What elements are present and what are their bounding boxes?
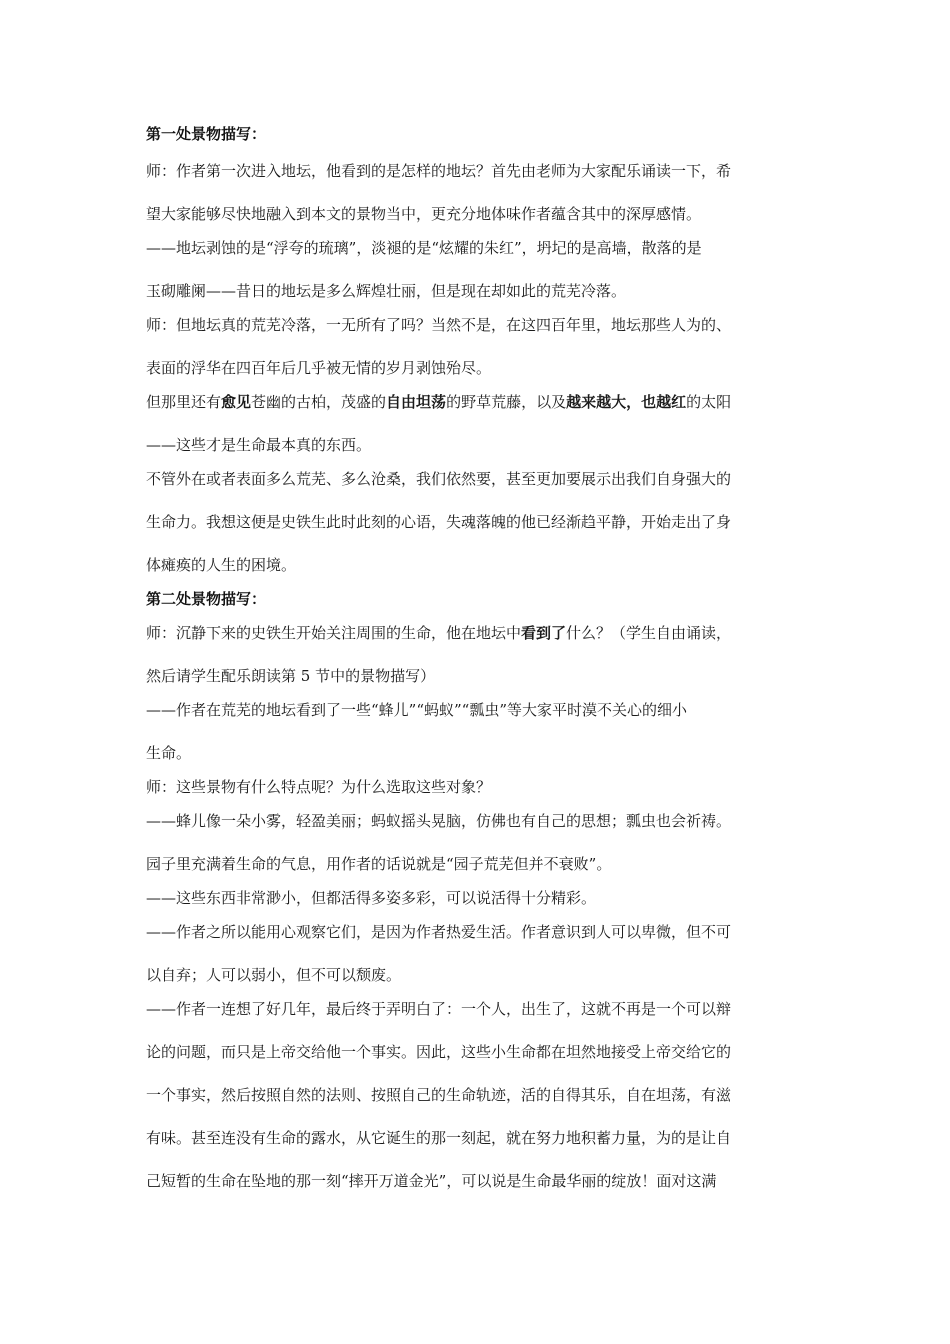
paragraph-line: 师：但地坛真的荒芜冷落，一无所有了吗？当然不是，在这四百年里，地坛那些人为的、 xyxy=(146,316,732,334)
paragraph-line-emphasis xyxy=(146,392,806,412)
text-run: 的太阳 xyxy=(686,393,732,411)
paragraph-line: 生命。 xyxy=(146,744,192,762)
paragraph-line: 体瘫痪的人生的困境。 xyxy=(146,556,297,574)
bold-run: 愈见 xyxy=(221,393,252,411)
text-run: 师：沉静下来的史铁生开始关注周围的生命，他在地坛中 xyxy=(146,624,522,642)
paragraph-line: 园子里充满着生命的气息，用作者的话说就是“园子荒芜但并不衰败”。 xyxy=(146,855,612,873)
bold-run: 看到了 xyxy=(521,624,567,642)
paragraph-line: 玉砌雕阑——昔日的地坛是多么辉煌壮丽，但是现在却如此的荒芜冷落。 xyxy=(146,282,627,300)
paragraph-line: 生命力。我想这便是史铁生此时此刻的心语，失魂落魄的他已经渐趋平静，开始走出了身 xyxy=(146,513,732,531)
text-run: 苍幽的古柏，茂盛的 xyxy=(251,393,387,411)
document-page xyxy=(146,124,806,1191)
paragraph-line: 一个事实，然后按照自然的法则、按照自己的生命轨迹，活的自得其乐，自在坦荡，有滋 xyxy=(146,1086,732,1104)
paragraph-line: 不管外在或者表面多么荒芜、多么沧桑，我们依然要，甚至更加要展示出我们自身强大的 xyxy=(146,470,732,488)
paragraph-line: ——蜂儿像一朵小雾，轻盈美丽；蚂蚁摇头晃脑，仿佛也有自己的思想；瓢虫也会祈祷。 xyxy=(146,812,732,830)
text-run: 的野草荒藤，以及 xyxy=(446,393,567,411)
paragraph-line: 己短暂的生命在坠地的那一刻“摔开万道金光”，可以说是生命最华丽的绽放！面对这满 xyxy=(146,1172,717,1190)
bold-run: 自由坦荡 xyxy=(386,393,447,411)
paragraph-line: ——这些东西非常渺小，但都活得多姿多彩，可以说活得十分精彩。 xyxy=(146,889,597,907)
paragraph-line: 论的问题，而只是上帝交给他一个事实。因此，这些小生命都在坦然地接受上帝交给它的 xyxy=(146,1043,732,1061)
paragraph-line: ——作者在荒芜的地坛看到了一些“蜂儿”“蚂蚁”“瓢虫”等大家平时漠不关心的细小 xyxy=(146,701,688,719)
paragraph-line: 有味。甚至连没有生命的露水，从它诞生的那一刻起，就在努力地积蓄力量，为的是让自 xyxy=(146,1129,732,1147)
paragraph-line: 师：作者第一次进入地坛，他看到的是怎样的地坛？首先由老师为大家配乐诵读一下，希 xyxy=(146,162,732,180)
text-run: 但那里还有 xyxy=(146,393,222,411)
text-run: 什么？（学生自由诵读， xyxy=(566,624,732,642)
paragraph-line: ——地坛剥蚀的是“浮夸的琉璃”，淡褪的是“炫耀的朱红”，坍圮的是高墙，散落的是 xyxy=(146,239,702,257)
paragraph-line: 望大家能够尽快地融入到本文的景物当中，更充分地体味作者蕴含其中的深厚感情。 xyxy=(146,205,702,223)
paragraph-line: 表面的浮华在四百年后几乎被无情的岁月剥蚀殆尽。 xyxy=(146,359,492,377)
paragraph-line: ——作者之所以能用心观察它们，是因为作者热爱生活。作者意识到人可以卑微，但不可 xyxy=(146,923,732,941)
bold-run: 越来越大，也越红 xyxy=(566,393,687,411)
paragraph-line-emphasis xyxy=(146,623,806,643)
paragraph-line: 师：这些景物有什么特点呢？为什么选取这些对象？ xyxy=(146,778,492,796)
paragraph-line: 然后请学生配乐朗读第 5 节中的景物描写） xyxy=(146,667,436,685)
section-heading-2: 第二处景物描写： xyxy=(146,590,267,608)
paragraph-line: 以自弃；人可以弱小，但不可以颓废。 xyxy=(146,966,402,984)
section-heading-1: 第一处景物描写： xyxy=(146,125,267,143)
paragraph-line: ——这些才是生命最本真的东西。 xyxy=(146,436,372,454)
paragraph-line: ——作者一连想了好几年，最后终于弄明白了：一个人，出生了，这就不再是一个可以辩 xyxy=(146,1000,732,1018)
